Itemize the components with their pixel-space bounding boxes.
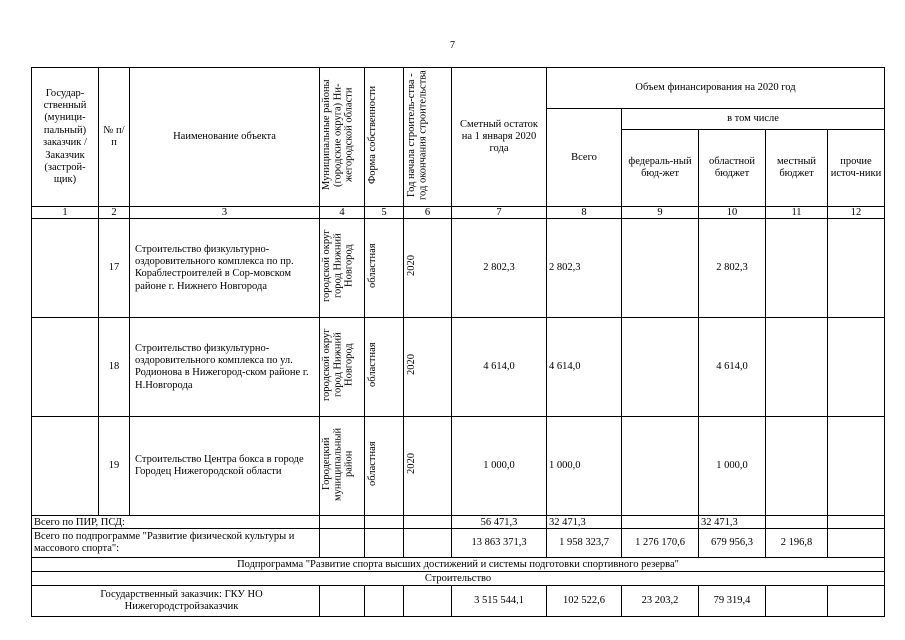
column-number: 1 [32, 207, 99, 219]
row-number: 18 [99, 318, 130, 417]
header-financing: Объем финансирования на 2020 год [547, 68, 885, 109]
header-municipal: Муниципальные районы (городские округа) Ни-жегородской области [321, 79, 355, 191]
header-regional: областной бюджет [699, 130, 766, 207]
balance-cell: 1 000,0 [452, 417, 547, 516]
page-number: 7 [450, 40, 455, 51]
ownership-cell: областная [367, 243, 378, 289]
customer-cell [32, 219, 99, 318]
ownership-cell: областная [367, 441, 378, 487]
customer-row-total: 102 522,6 [547, 586, 622, 617]
local-cell [766, 219, 828, 318]
total-pir-total: 32 471,3 [547, 516, 622, 529]
total-pir-other [828, 516, 885, 529]
total-subprogram-local: 2 196,8 [766, 529, 828, 558]
customer-row [32, 586, 885, 617]
column-number: 9 [622, 207, 699, 219]
total-pir-regional: 32 471,3 [699, 516, 766, 529]
subprogram-title: Подпрограмма "Развитие спорта высших достижений и системы подготовки спортивного резерва" [32, 558, 885, 572]
customer-row-label: Государственный заказчик: ГКУ НО Нижегородстройзаказчик [32, 586, 320, 617]
balance-cell: 2 802,3 [452, 219, 547, 318]
column-number: 12 [828, 207, 885, 219]
header-including: в том числе [622, 109, 885, 130]
federal-cell [622, 417, 699, 516]
header-num: № п/п [99, 68, 130, 207]
column-number: 7 [452, 207, 547, 219]
header-balance: Сметный остаток на 1 января 2020 года [452, 68, 547, 207]
column-number: 11 [766, 207, 828, 219]
total-subprogram-regional: 679 956,3 [699, 529, 766, 558]
header-years: Год начала строитель-ства - год окончания строительства [405, 70, 428, 200]
other-cell [828, 417, 885, 516]
financing-table [31, 67, 885, 617]
table-row [32, 417, 885, 516]
regional-cell: 1 000,0 [699, 417, 766, 516]
total-pir-local [766, 516, 828, 529]
customer-row-balance: 3 515 544,1 [452, 586, 547, 617]
total-pir-balance: 56 471,3 [452, 516, 547, 529]
years-cell: 2020 [405, 453, 417, 475]
row-number: 17 [99, 219, 130, 318]
municipal-cell: городской округ город Нижний Новгород [321, 229, 355, 303]
header-local: местный бюджет [766, 130, 828, 207]
other-cell [828, 318, 885, 417]
column-number: 3 [130, 207, 320, 219]
total-subprogram-balance: 13 863 371,3 [452, 529, 547, 558]
regional-cell: 2 802,3 [699, 219, 766, 318]
column-number: 6 [404, 207, 452, 219]
local-cell [766, 318, 828, 417]
customer-cell [32, 318, 99, 417]
column-number: 2 [99, 207, 130, 219]
total-pir-federal [622, 516, 699, 529]
column-number: 5 [365, 207, 404, 219]
header-customer: Государ-ственный (муници-пальный) заказчик / Заказчик (застрой-щик) [32, 68, 99, 207]
total-pir-label: Всего по ПИР, ПСД: [32, 516, 320, 529]
other-cell [828, 219, 885, 318]
row-number: 19 [99, 417, 130, 516]
years-cell: 2020 [405, 255, 417, 277]
total-subprogram-other [828, 529, 885, 558]
object-name: Строительство физкультурно-оздоровительного комплекса по пр. Кораблестроителей в Сор-мовском районе г. Нижнего Новгорода [130, 219, 320, 318]
customer-row-other [828, 586, 885, 617]
total-cell: 1 000,0 [547, 417, 622, 516]
header-total: Всего [547, 109, 622, 207]
total-cell: 2 802,3 [547, 219, 622, 318]
total-subprogram-federal: 1 276 170,6 [622, 529, 699, 558]
municipal-cell: городской округ город Нижний Новгород [321, 328, 355, 402]
years-cell: 2020 [405, 354, 417, 376]
customer-row-regional: 79 319,4 [699, 586, 766, 617]
section-title: Строительство [32, 572, 885, 586]
total-cell: 4 614,0 [547, 318, 622, 417]
customer-row-local [766, 586, 828, 617]
header-object-name: Наименование объекта [130, 68, 320, 207]
header-federal: федераль-ный бюд-жет [622, 130, 699, 207]
total-subprogram-row [32, 529, 885, 558]
object-name: Строительство физкультурно-оздоровительного комплекса по ул. Родионова в Нижегород-ском районе г. Н.Новгорода [130, 318, 320, 417]
local-cell [766, 417, 828, 516]
customer-row-federal: 23 203,2 [622, 586, 699, 617]
table-row [32, 318, 885, 417]
municipal-cell: Городецкий муниципальный район [321, 427, 355, 501]
total-subprogram-total: 1 958 323,7 [547, 529, 622, 558]
balance-cell: 4 614,0 [452, 318, 547, 417]
column-number: 10 [699, 207, 766, 219]
column-number: 8 [547, 207, 622, 219]
object-name: Строительство Центра бокса в городе Городец Нижегородской области [130, 417, 320, 516]
header-ownership: Форма собственности [367, 85, 378, 185]
regional-cell: 4 614,0 [699, 318, 766, 417]
table-row [32, 219, 885, 318]
federal-cell [622, 219, 699, 318]
column-number: 4 [320, 207, 365, 219]
ownership-cell: областная [367, 342, 378, 388]
federal-cell [622, 318, 699, 417]
header-other: прочие источ-ники [828, 130, 885, 207]
customer-cell [32, 417, 99, 516]
total-pir-row [32, 516, 885, 529]
total-subprogram-label: Всего по подпрограмме "Развитие физической культуры и массового спорта": [32, 529, 320, 558]
